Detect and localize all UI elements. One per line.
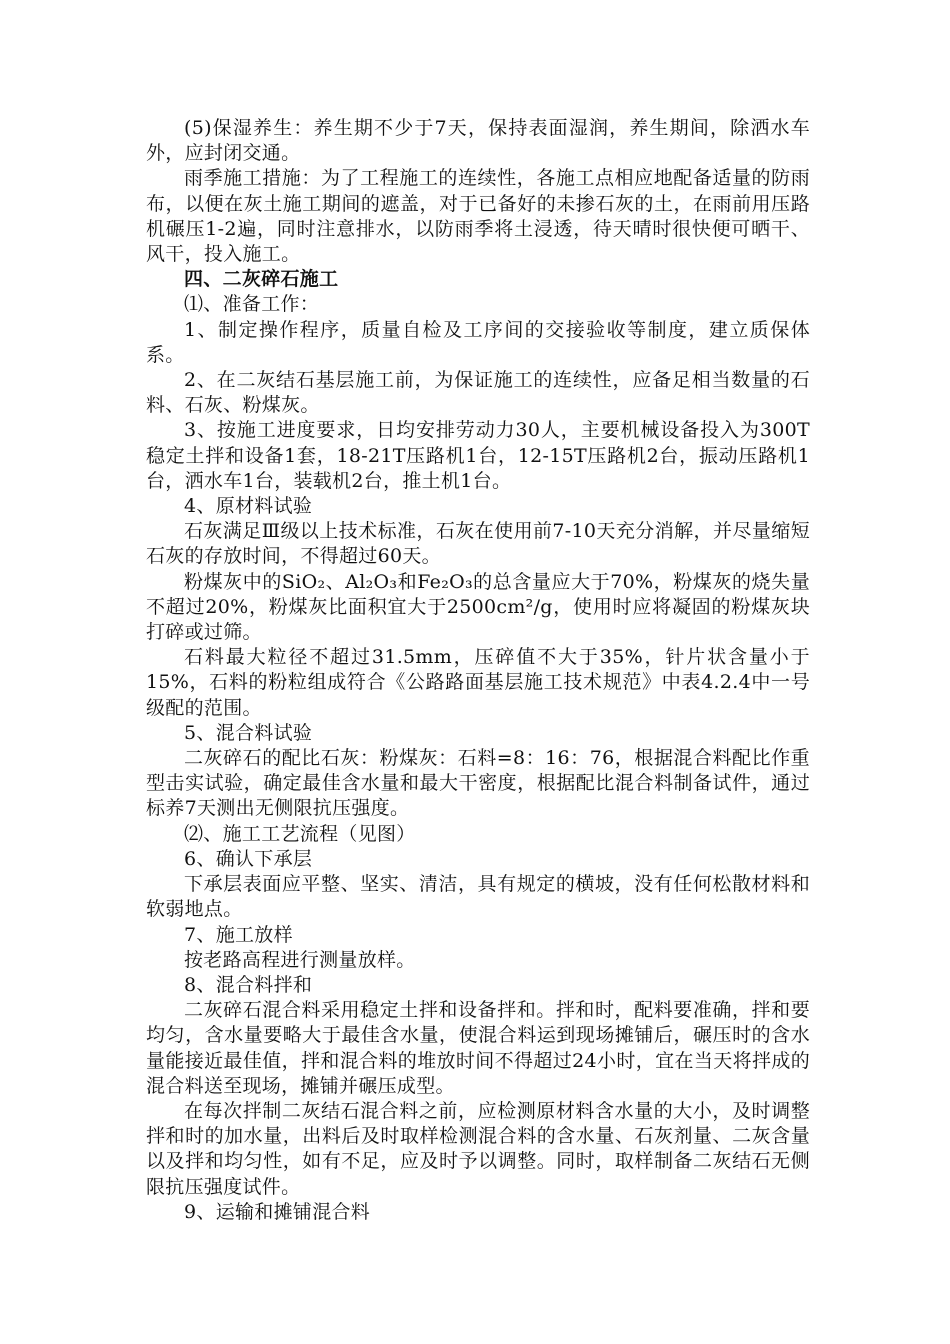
paragraph-item-5-title: 5、混合料试验 — [184, 721, 313, 744]
paragraph-rainy-season: 雨季施工措施：为了工程施工的连续性，各施工点相应地配备适量的防雨布，以便在灰土施工期间的遮盖，对于已备好的未掺石灰的土，在雨前用压路机碾压1-2遍，同时注意排水，以防雨季将土浸透，待天晴时很快便可晒干、风干，投入施工。 — [146, 167, 810, 266]
paragraph-item-6-title: 6、确认下承层 — [184, 847, 313, 870]
paragraph-fly-ash: 粉煤灰中的SiO₂、Al₂O₃和Fe₂O₃的总含量应大于70%，粉煤灰的烧失量不超过20%，粉煤灰比面积宜大于2500cm²/g，使用时应将凝固的粉煤灰块打碎或过筛。 — [146, 570, 810, 644]
paragraph-mix-ratio: 二灰碎石的配比石灰：粉煤灰：石料=8：16：76，根据混合料配比作重型击实试验，确定最佳含水量和最大干密度，根据配比混合料制备试件，通过标养7天测出无侧限抗压强度。 — [146, 747, 810, 820]
paragraph-item-7-title: 7、施工放样 — [184, 923, 293, 946]
paragraph-item-2: 2、在二灰结石基层施工前，为保证施工的连续性，应备足相当数量的石料、石灰、粉煤灰。 — [146, 369, 810, 417]
paragraph-testing: 在每次拌制二灰结石混合料之前，应检测原材料含水量的大小，及时调整拌和时的加水量，出料后及时取样检测混合料的含水量、石灰剂量、二灰含量以及拌和均匀性，如有不足，应及时予以调整。同时，取样制备二灰结石无侧限抗压强度试件。 — [146, 1099, 810, 1198]
document-body — [146, 116, 810, 1225]
subsection-preparation: ⑴、准备工作： — [184, 293, 320, 316]
subsection-process: ⑵、施工工艺流程（见图） — [184, 822, 416, 845]
paragraph-item-4-title: 4、原材料试验 — [184, 495, 313, 518]
paragraph-aggregate: 石料最大粒径不超过31.5mm，压碎值不大于35%，针片状含量小于15%，石料的粉粒组成符合《公路路面基层施工技术规范》中表4.2.4中一号级配的范围。 — [146, 646, 810, 719]
paragraph-lime: 石灰满足Ⅲ级以上技术标准，石灰在使用前7-10天充分消解，并尽量缩短石灰的存放时间，不得超过60天。 — [146, 520, 810, 568]
paragraph-mixing: 二灰碎石混合料采用稳定土拌和设备拌和。拌和时，配料要准确，拌和要均匀，含水量要略大于最佳含水量，使混合料运到现场摊铺后，碾压时的含水量能接近最佳值，拌和混合料的堆放时间不得超过24小时，宜在当天将拌成的混合料送至现场，摊铺并碾压成型。 — [146, 999, 810, 1097]
paragraph-survey: 按老路高程进行测量放样。 — [184, 948, 416, 971]
paragraph-base-layer: 下承层表面应平整、坚实、清洁，具有规定的横坡，没有任何松散材料和软弱地点。 — [146, 873, 810, 921]
paragraph-item-9-title: 9、运输和摊铺混合料 — [184, 1200, 371, 1223]
paragraph-item-1: 1、制定操作程序，质量自检及工序间的交接验收等制度，建立质保体系。 — [146, 318, 810, 366]
paragraph-item-8-title: 8、混合料拌和 — [184, 973, 313, 996]
paragraph-curing: (5)保湿养生：养生期不少于7天，保持表面湿润，养生期间，除洒水车外，应封闭交通。 — [146, 117, 810, 165]
section-heading: 四、二灰碎石施工 — [184, 268, 339, 291]
paragraph-item-3: 3、按施工进度要求，日均安排劳动力30人，主要机械设备投入为300T稳定土拌和设备1套，18-21T压路机1台，12-15T压路机2台，振动压路机1台，洒水车1台，装载机2台，推土机1台。 — [146, 419, 810, 492]
